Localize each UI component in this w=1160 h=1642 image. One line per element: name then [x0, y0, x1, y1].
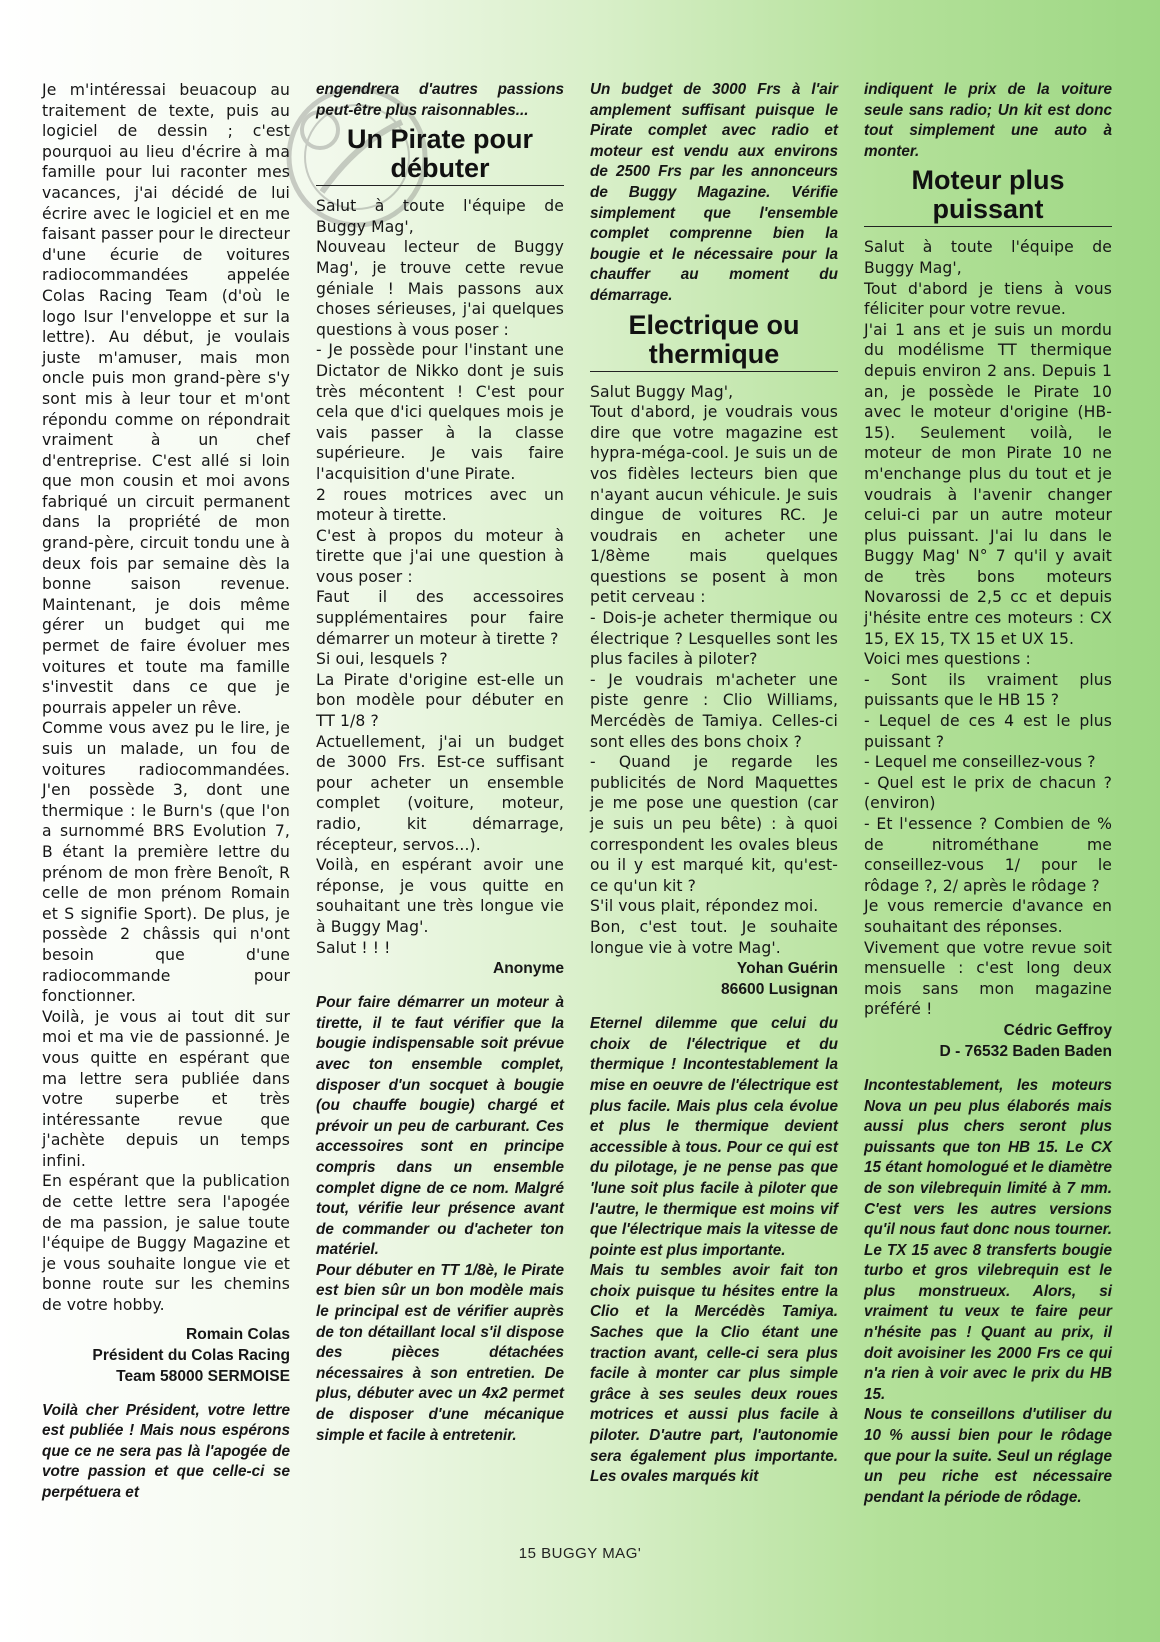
reply-geffroy-body: Incontestablement, les moteurs Nova un peu plus élaborés mais aussi plus chers seront plus puissants que ton HB 15. Le CX 15 étant homologué et le diamètre de son vilebrequin limité à 7 mm. C'est vers les autres versions qu'il nous faut donc nous tourner. Le TX 15 avec 8 transferts bougie turbo et gros vilebrequin est le plus monstrueux. Alors, si vraiment tu veux te faire peur n'hésite pas ! Quant au prix, il doit avoisiner les 2000 Frs ce qui n'a rien à voir avec le prix du HB 15. Nous te conseillons d'utiliser du 10 % aussi bien pour le rôdage que pour la suite. Seul un réglage un peu riche est nécessaire pendant la période de rôdage.: [864, 1076, 1112, 1506]
reply-geffroy: [864, 1076, 1112, 1508]
reply-guerin: [590, 1014, 838, 1488]
signature-anonyme: Anonyme: [492, 960, 564, 978]
column-4: [864, 80, 1112, 1508]
reply-colas-continued-body: engendrera d'autres passions peut-être plus raisonnables...: [316, 81, 564, 119]
page-footer: 15 BUGGY MAG': [518, 1545, 642, 1562]
reply-anonyme: [316, 993, 564, 1446]
letter-anonyme: [316, 196, 564, 958]
letter-geffroy: [864, 237, 1112, 1020]
letter-guerin-body: Salut Buggy Mag', Tout d'abord, je voudrais vous dire que votre magazine est hypra-méga-cool. Je suis un de vos fidèles lecteurs bien que n'ayant aucun véhicule. Je suis dingue de voitures RC. Je voudrais en acheter une 1/8ème mais quelques questions se posent à mon petit cerveau : - Dois-je acheter thermique ou électrique ? Lesquelles sont les plus faciles à piloter? - Je voudrais m'acheter une piste genre : Clio Williams, Mercédès de Tamiya. Celles-ci sont elles des bons choix ? - Quand je regarde les publicités de Nord Maquettes je me pose une question (car je suis un peu bête) : à quoi correspondent les ovales bleus ou il y est marqué kit, qu'est-ce qu'un kit ? S'il vous plait, répondez moi. Bon, c'est tout. Je souhaite longue vie à votre Mag'.: [590, 382, 838, 957]
heading-electrique: Electrique ou thermique: [590, 311, 838, 372]
signature-colas: Romain Colas Président du Colas Racing Team 58000 SERMOISE: [92, 1325, 290, 1385]
reply-colas-body: Voilà cher Président, votre lettre est publiée ! Mais nous espérons que ce ne sera pas là l'apogée de votre passion et que celle-ci se perpétuera et: [42, 1401, 290, 1501]
letter-geffroy-body: Salut à toute l'équipe de Buggy Mag', Tout d'abord je tiens à vous féliciter pour votre revue. J'ai 1 ans et je suis un mordu du modélisme TT thermique depuis environ 2 ans. Depuis 1 an, je possède le Pirate 10 avec le moteur d'origine (HB-15). Seulement voilà, le moteur de mon Pirate 10 ne m'enchange plus du tout et je voudrais à l'avenir changer celui-ci par un autre moteur plus puissant. J'ai lu dans le Buggy Mag' N° 7 qu'il y avait de très bons moteurs Novarossi de 2,5 cc et depuis j'hésite entre ces moteurs : CX 15, EX 15, TX 15 et UX 15. Voici mes questions : - Sont ils vraiment plus puissants que le HB 15 ? - Lequel de ces 4 est le plus puissant ? - Lequel me conseillez-vous ? - Quel est le prix de chacun ? (environ) - Et l'essence ? Combien de % de nitrométhane me conseillez-vous 1/ pour le rôdage ?, 2/ après le rôdage ? Je vous remercie d'avance en souhaitant des réponses. Vivement que votre revue soit mensuelle : c'est long deux mois sans mon magazine préféré !: [864, 238, 1112, 1019]
letter-guerin: [590, 382, 838, 959]
reply-colas: [42, 1401, 290, 1504]
column-1: [42, 80, 290, 1504]
letter-colas-body: Je m'intéressai beuacoup au traitement de texte, puis au logiciel de dessin ; c'est pourquoi au lieu d'écrire à ma famille pour lui raconter mes vacances, j'ai décidé de lui écrire avec le logiciel et en me faisant passer pour le directeur d'une écurie de voitures radiocommandées appelée Colas Racing Team (d'où le logo lsur l'enveloppe et sur la lettre). Au début, je voulais juste m'amuser, mais mon oncle puis mon grand-père s'y sont mis à leur tour et m'ont répondu comme on répondrait vraiment à un chef d'entreprise. C'est allé si loin que mon cousin et moi avons fabriqué un circuit permanent dans la propriété de mon grand-père, circuit tondu une à deux fois par semaine dès la bonne saison revenue. Maintenant, je dois même gérer un budget qui me permet de faire évoluer mes voitures et toute ma famille s'investit dans ce que je pourrais appeler un rêve. Comme vous avez pu le lire, je suis un malade, un fou de voitures radiocommandées. J'en possède 3, dont une thermique : le Burn's (que l'on a surnommé BRS Evolution 7, B étant la première lettre du prénom de mon frère Benoît, R celle de mon prénom Romain et S signifie Sport). De plus, je possède 2 châssis qui n'ont besoin que d'une radiocommande pour fonctionner. Voilà, je vous ai tout dit sur moi et ma vie de passionné. Je vous quitte en espérant que ma lettre sera publiée dans votre superbe et très intéressante revue que j'achète depuis un temps infini. En espérant que la publication de cette lettre sera l'apogée de ma passion, je salue toute l'équipe de Buggy Magazine et je vous souhaite longue vie et bonne route sur les chemins de votre hobby.: [42, 81, 290, 1315]
reply-guerin-body: Eternel dilemme que celui du choix de l'électrique et du thermique ! Incontestablement la mise en oeuvre de l'électrique est plus facile. Mais plus cela évolue et plus le thermique devient accessible à tous. Pour ce qui est du pilotage, je ne pense pas que 'lune soit plus facile à piloter que l'autre, le thermique est moins vif que l'électrique mais la vitesse de pointe est plus importante. Mais tu sembles avoir fait ton choix puisque tu hésites entre la Clio et la Mercédès Tamiya. Saches que la Clio étant une traction avant, celle-ci sera plus facile à monter car plus simple grâce à ses seules deux roues motrices et aussi plus facile à piloter. D'autre part, l'autonomie sera également plus importante. Les ovales marqués kit: [590, 1015, 838, 1486]
heading-moteur: Moteur plus puissant: [864, 166, 1112, 227]
signature-guerin: Yohan Guérin 86600 Lusignan: [721, 960, 838, 999]
letter-anonyme-body: Salut à toute l'équipe de Buggy Mag', Nouveau lecteur de Buggy Mag', je trouve cette revue géniale ! Mais passons aux choses sérieuses, j'ai quelques questions à vous poser : - Je possède pour l'instant une Dictator de Nikko dont je suis très mécontent ! C'est pour cela que d'ici quelques mois je vais passer à la classe supérieure. Je vais faire l'acquisition d'une Pirate. 2 roues motrices avec un moteur à tirette. C'est à propos du moteur à tirette que j'ai une question à vous poser : Faut il des accessoires supplémentaires pour faire démarrer un moteur à tirette ? Si oui, lesquels ? La Pirate d'origine est-elle un bon modèle pour débuter en TT 1/8 ? Actuellement, j'ai un budget de 3000 Frs. Est-ce suffisant pour acheter un ensemble complet (voiture, moteur, radio, kit démarrage, récepteur, servos...). Voilà, en espérant avoir une réponse, je vous quitte en souhaitant une très longue vie à Buggy Mag'. Salut ! ! !: [316, 197, 564, 957]
letter-colas: [42, 80, 290, 1316]
reply-anonyme-body: Pour faire démarrer un moteur à tirette, il te faut vérifier que la bougie indispensable soit prévue avec ton ensemble complet, disposer d'un socquet à bougie (ou chauffe bougie) chargé et prévoir un peu de carburant. Ces accessoires sont en principe compris dans un ensemble complet digne de ce nom. Malgré tout, vérifie leur présence avant de commander ou d'acheter ton matériel. Pour débuter en TT 1/8è, le Pirate est bien sûr un bon modèle mais le principal est de vérifier auprès de ton détaillant local s'il dispose des pièces détachées nécessaires à son entretien. De plus, débuter avec un 4x2 permet de disposer d'une mécanique simple et facile à entretenir.: [316, 994, 564, 1444]
column-3: [590, 80, 838, 1488]
column-2: [316, 80, 564, 1446]
reply-guerin-continued: [864, 80, 1112, 162]
heading-pirate: Un Pirate pour débuter: [316, 125, 564, 186]
reply-anonyme-continued: [590, 80, 838, 307]
signature-geffroy: Cédric Geffroy D - 76532 Baden Baden: [939, 1021, 1112, 1060]
reply-guerin-continued-body: indiquent le prix de la voiture seule sans radio; Un kit est donc tout simplement une auto à monter.: [864, 81, 1112, 160]
reply-colas-continued: [316, 80, 564, 121]
reply-anonyme-continued-body: Un budget de 3000 Frs à l'air amplement suffisant puisque le Pirate complet avec radio et moteur est vendu aux environs de 2500 Frs par les annonceurs de Buggy Magazine. Vérifie simplement que l'ensemble complet comprenne bien la bougie et le nécessaire pour la chauffer au moment du démarrage.: [590, 81, 838, 304]
